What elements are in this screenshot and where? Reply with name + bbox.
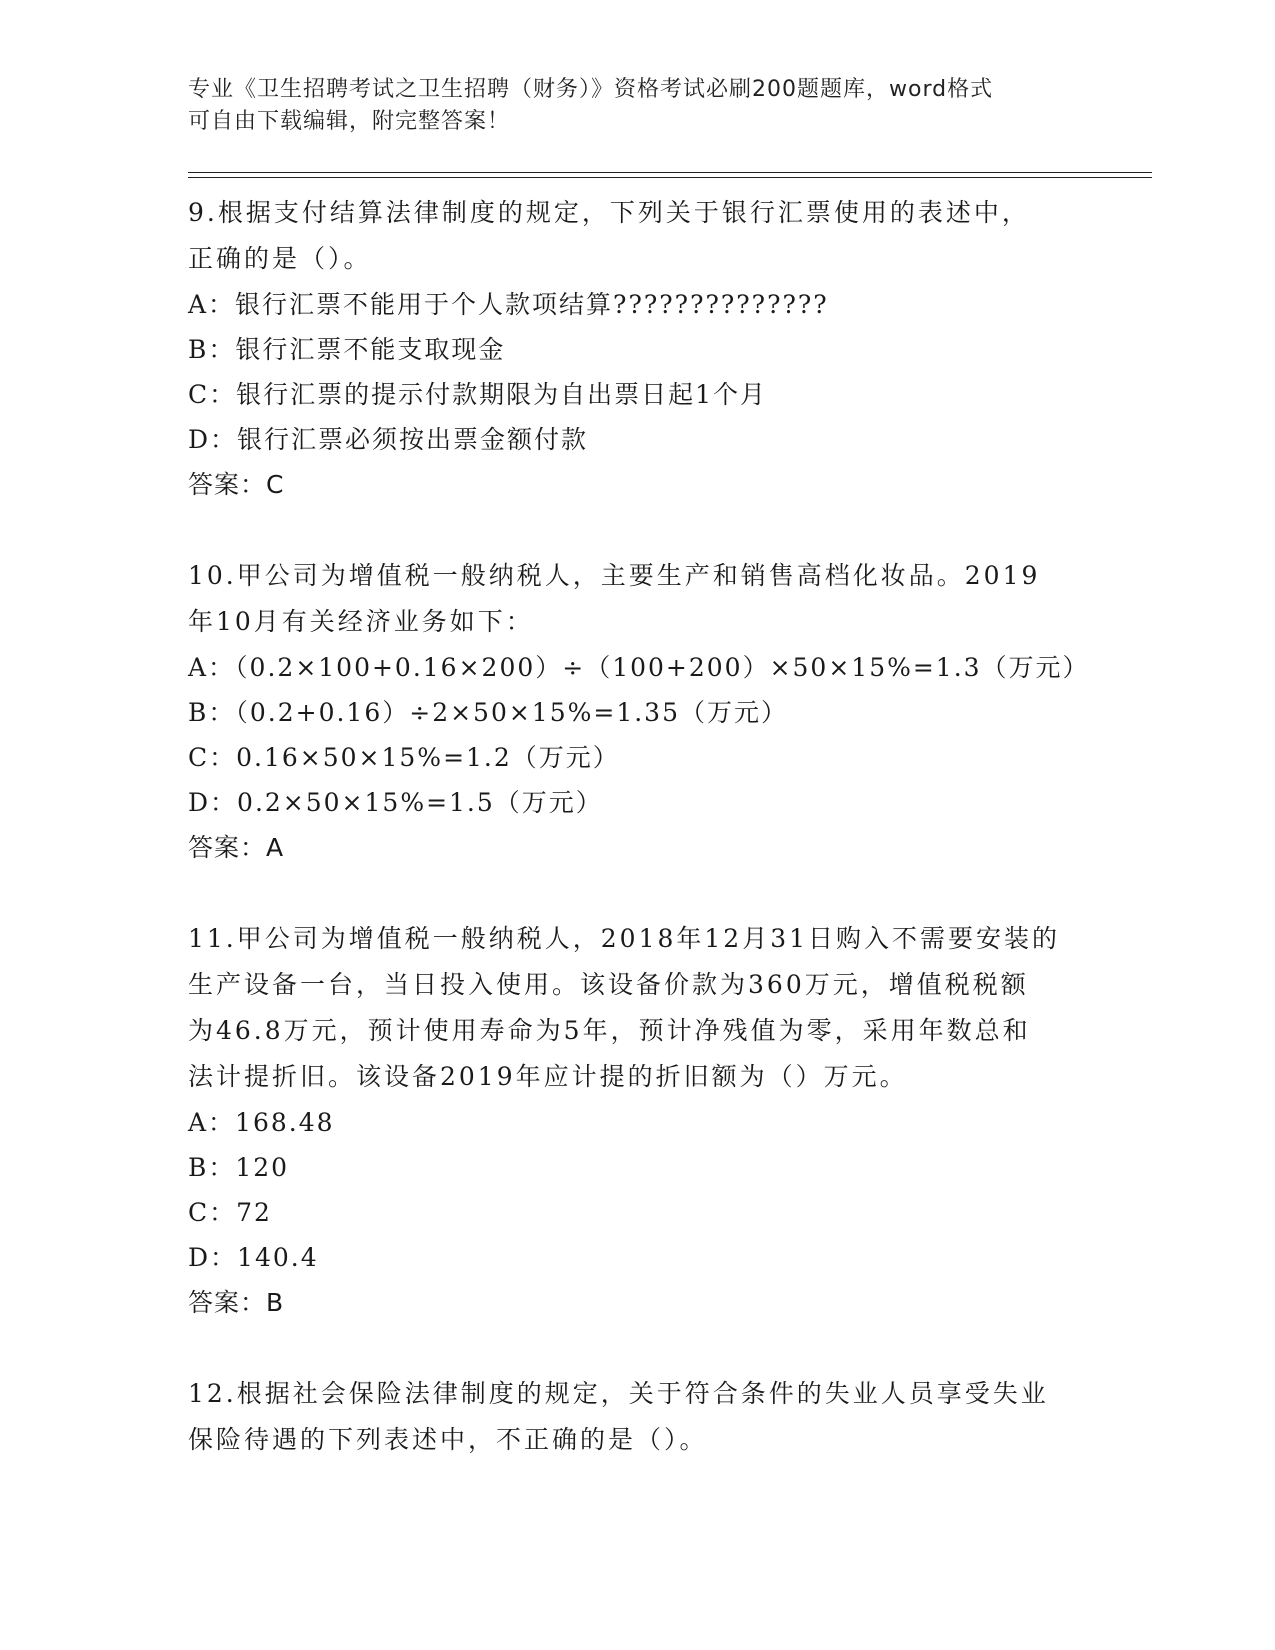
header-divider-top bbox=[188, 172, 1152, 173]
option-d: D：0.2×50×15%=1.5（万元） bbox=[188, 788, 603, 817]
spacer bbox=[188, 1325, 1088, 1371]
answer: 答案：A bbox=[188, 833, 285, 862]
option-a: A：银行汇票不能用于个人款项结算?????????????? bbox=[188, 290, 829, 319]
option-d: D：银行汇票必须按出票金额付款 bbox=[188, 425, 589, 454]
question-text: 为46.8万元，预计使用寿命为5年，预计净残值为零，采用年数总和 bbox=[188, 1016, 1031, 1045]
option-c: C：0.16×50×15%=1.2（万元） bbox=[188, 743, 620, 772]
question-list bbox=[188, 190, 1088, 1463]
question-text: 保险待遇的下列表述中，不正确的是（）。 bbox=[188, 1425, 708, 1454]
question-text: 生产设备一台，当日投入使用。该设备价款为360万元，增值税税额 bbox=[188, 970, 1029, 999]
question-text: 法计提折旧。该设备2019年应计提的折旧额为（）万元。 bbox=[188, 1062, 908, 1091]
question-9 bbox=[188, 190, 1088, 507]
option-b: B：银行汇票不能支取现金 bbox=[188, 335, 506, 364]
question-text: 9.根据支付结算法律制度的规定，下列关于银行汇票使用的表述中， bbox=[188, 198, 1030, 227]
option-c: C：72 bbox=[188, 1198, 272, 1227]
spacer bbox=[188, 870, 1088, 916]
answer: 答案：C bbox=[188, 470, 285, 499]
header-line-1: 专业《卫生招聘考试之卫生招聘（财务）》资格考试必刷200题题库，word格式 bbox=[188, 77, 994, 102]
question-text: 12.根据社会保险法律制度的规定，关于符合条件的失业人员享受失业 bbox=[188, 1379, 1049, 1408]
question-text: 10.甲公司为增值税一般纳税人，主要生产和销售高档化妆品。2019 bbox=[188, 561, 1041, 590]
option-a: A：168.48 bbox=[188, 1108, 335, 1137]
header-line-2: 可自由下载编辑，附完整答案！ bbox=[188, 109, 511, 134]
option-d: D：140.4 bbox=[188, 1243, 319, 1272]
answer: 答案：B bbox=[188, 1288, 285, 1317]
question-text: 11.甲公司为增值税一般纳税人，2018年12月31日购入不需要安装的 bbox=[188, 924, 1061, 953]
question-12 bbox=[188, 1371, 1088, 1463]
spacer bbox=[188, 507, 1088, 553]
question-text: 正确的是（）。 bbox=[188, 244, 372, 273]
question-11 bbox=[188, 916, 1088, 1325]
header-divider-bottom bbox=[188, 177, 1152, 178]
option-b: B：（0.2+0.16）÷2×50×15%=1.35（万元） bbox=[188, 698, 788, 727]
option-a: A：（0.2×100+0.16×200）÷（100+200）×50×15%=1.3（万元） bbox=[188, 653, 1090, 682]
question-text: 年10月有关经济业务如下： bbox=[188, 607, 534, 636]
option-c: C：银行汇票的提示付款期限为自出票日起1个月 bbox=[188, 380, 768, 409]
document-header bbox=[188, 74, 1088, 138]
option-b: B：120 bbox=[188, 1153, 290, 1182]
question-10 bbox=[188, 553, 1088, 870]
